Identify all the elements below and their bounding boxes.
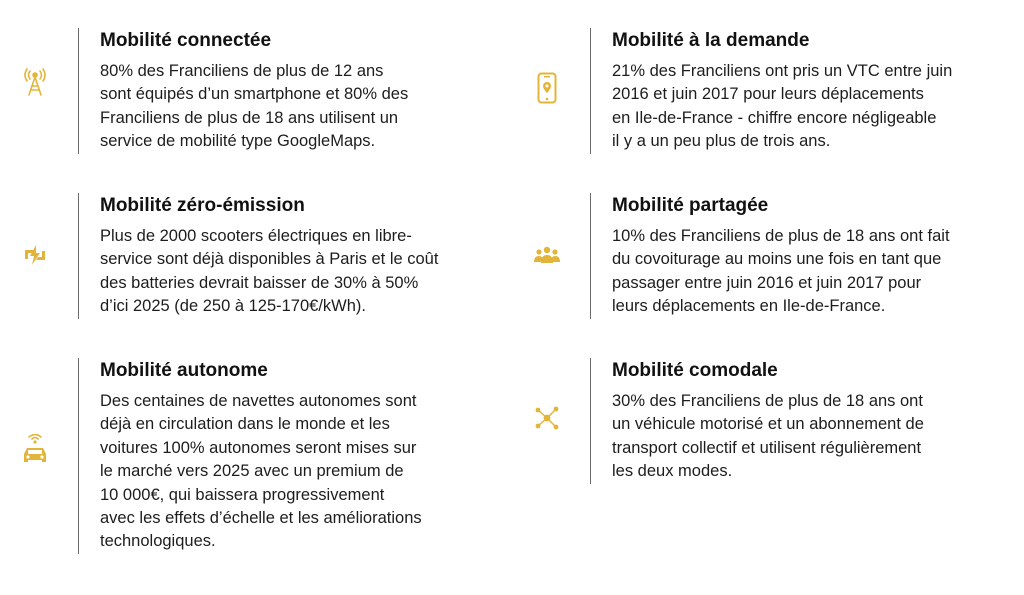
card-title: Mobilité à la demande — [612, 30, 810, 51]
vertical-divider — [78, 28, 79, 154]
network-nodes-icon — [532, 402, 562, 434]
card-title: Mobilité comodale — [612, 360, 778, 381]
smartphone-location-icon — [532, 72, 562, 104]
card-text: Plus de 2000 scooters électriques en libre- service sont déjà disponibles à Paris et le coût des batteries devrait baisser de 30% à 50% d’ici 2025 (de 250 à 125-170€/kWh). — [100, 227, 439, 316]
card-text: 21% des Franciliens ont pris un VTC entre juin 2016 et juin 2017 pour leurs déplacements en Ile-de-France - chiffre encore négligeable il y a un peu plus de trois ans. — [612, 62, 953, 151]
card-mobilite-partagee — [532, 193, 952, 323]
card-text: 10% des Franciliens de plus de 18 ans ont fait du covoiturage au moins une fois en tant que passager entre juin 2016 et juin 2017 pour leurs déplacements en Ile-de-France. — [612, 227, 950, 316]
people-group-icon — [532, 239, 562, 271]
vertical-divider — [78, 358, 79, 554]
card-content — [100, 193, 446, 319]
vertical-divider — [590, 28, 591, 154]
card-mobilite-autonome — [20, 358, 440, 558]
card-content — [100, 28, 446, 154]
antenna-icon — [20, 66, 50, 98]
card-title: Mobilité connectée — [100, 30, 272, 51]
card-content — [612, 28, 958, 154]
card-text: Des centaines de navettes autonomes sont déjà en circulation dans le monde et les voitures 100% autonomes seront mises sur le marché vers 2025 avec un premium de 10 000€, qui baissera progressivement avec les effets d’échelle et les améliorations technologiques. — [100, 392, 422, 551]
card-mobilite-a-la-demande — [532, 28, 952, 158]
battery-charge-icon — [20, 239, 50, 271]
card-text: 80% des Franciliens de plus de 12 ans sont équipés d’un smartphone et 80% des Franciliens de plus de 18 ans utilisent un service de mobilité type GoogleMaps. — [100, 62, 409, 151]
card-text: 30% des Franciliens de plus de 18 ans ont un véhicule motorisé et un abonnement de transport collectif et utilisent régulièrement les deux modes. — [612, 392, 924, 481]
card-title: Mobilité zéro-émission — [100, 195, 305, 216]
card-mobilite-comodale — [532, 358, 952, 488]
card-mobilite-connectee — [20, 28, 440, 158]
vertical-divider — [590, 193, 591, 319]
vertical-divider — [78, 193, 79, 319]
card-title: Mobilité autonome — [100, 360, 268, 381]
autonomous-car-icon — [20, 434, 50, 466]
card-content — [612, 358, 958, 484]
vertical-divider — [590, 358, 591, 484]
card-title: Mobilité partagée — [612, 195, 769, 216]
card-mobilite-zero-emission — [20, 193, 440, 323]
card-content — [100, 358, 446, 554]
card-content — [612, 193, 958, 319]
